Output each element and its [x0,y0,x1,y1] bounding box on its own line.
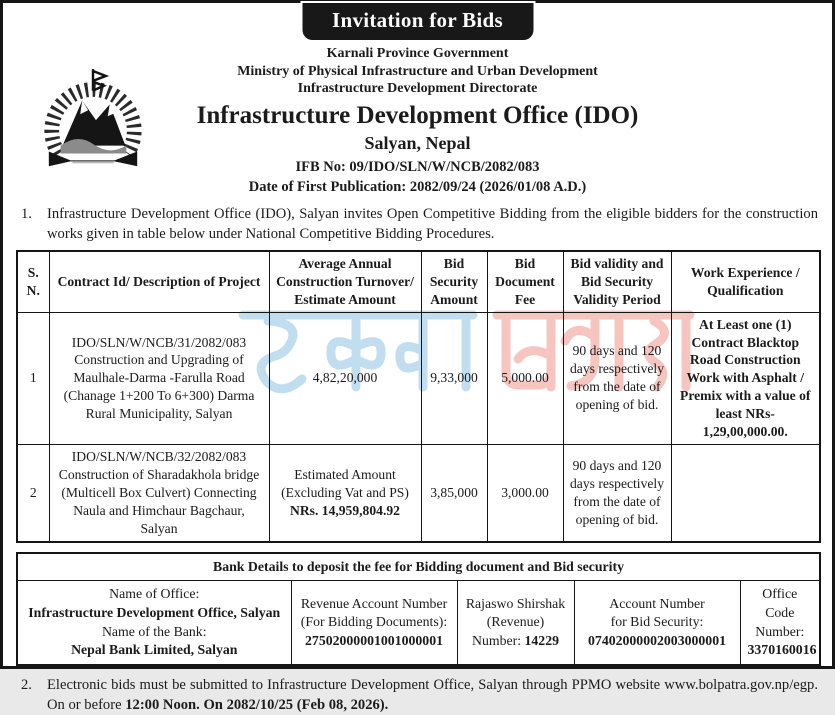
bank-values-row [17,581,820,665]
bank-label: Name of the Bank: [101,623,207,639]
col-contract: Contract Id/ Description of Project [49,251,269,312]
bid-security-account-label2: for Bid Security: [610,614,704,630]
directorate-line: Infrastructure Development Directorate [297,81,538,96]
bid-items-table [16,250,821,543]
row1-validity: 90 days and 120 days respectively from the date of opening of bid. [563,312,671,445]
rajaswo-label1: Rajaswo Shirshak [465,595,566,611]
office-location: Salyan, Nepal [364,132,471,153]
submission-paragraph [17,675,818,715]
bank-details-table [16,552,821,666]
office-code-label2: Number: [755,623,805,639]
ifb-number: IFB No: 09/IDO/SLN/W/NCB/2082/083 [295,159,540,176]
ministry-line: Ministry of Physical Infrastructure and Urban Development [237,63,598,79]
row2-turnover-line2: (Excluding Vat and PS) [281,485,409,500]
row2-doc-fee: 3,000.00 [487,445,563,542]
col-bid-security: Bid Security Amount [421,251,487,312]
row2-turnover-amount: NRs. 14,959,804.92 [290,502,400,518]
footer-deadline: 12:00 Noon. On 2082/10/25 (Feb 08, 2026). [125,697,389,714]
office-code-label1: Office Code [762,586,798,621]
revenue-account-number: 27502000001001000001 [305,633,443,648]
rajaswo-label2: (Revenue) [486,614,545,630]
bank-name: Nepal Bank Limited, Salyan [71,642,238,658]
row2-experience [671,445,820,542]
table-header-row [17,251,820,312]
table-row [17,445,820,542]
row2-description: IDO/SLN/W/NCB/32/2082/083 Construction of Sharadakhola bridge (Multicell Box Culvert) Connecting Naula and Himchaur Bagchaur, Salyan [49,445,269,542]
bank-table-title: Bank Details to deposit the fee for Bidding document and Bid security [17,553,820,581]
office-code-number: 3370160016 [747,642,817,658]
col-validity: Bid validity and Bid Security Validity Period [563,251,671,312]
revenue-account-cell [291,581,457,665]
row1-doc-fee: 5,000.00 [487,312,563,445]
col-doc-fee: Bid Document Fee [487,251,563,312]
publication-date: Date of First Publication: 2082/09/24 (2026/01/08 A.D.) [248,179,587,196]
bank-title-row [17,553,820,581]
row2-validity: 90 days and 120 days respectively from the date of opening of bid. [563,445,671,542]
row1-experience: At Least one (1) Contract Blacktop Road Construction Work with Asphalt / Premix with a value of least NRs-1,29,00,000.00. [671,312,820,445]
row2-bid-security: 3,85,000 [421,445,487,542]
footer-number: 2. [21,676,32,693]
table-row [17,312,820,445]
office-label: Name of Office: [109,586,200,602]
rajaswo-number-label: Number: [472,633,525,648]
intro-text: Infrastructure Development Office (IDO), Salyan invites Open Competitive Bidding from the eligible bidders for the construction works given in table below under National Competitive Bidding Procedures. [47,205,818,242]
office-name: Infrastructure Development Office, Salyan [28,605,281,621]
row1-turnover: 4,82,20,000 [269,312,421,445]
footer-text-regular: Electronic bids must be submitted to Infrastructure Development Office, Salyan through PPMO website www.bolpatra.gov.np/egp. On or before [47,676,818,714]
bid-security-account-number: 07402000002003000001 [588,633,726,648]
office-code-cell [740,581,820,665]
bank-office-cell [17,581,291,665]
row2-turnover [269,445,421,542]
revenue-account-label1: Revenue Account Number [300,595,448,611]
row1-sn: 1 [17,312,49,445]
rajaswo-number: 14229 [524,633,559,648]
revenue-account-label2: (For Bidding Documents): [300,614,448,630]
col-experience: Work Experience / Qualification [671,251,820,312]
government-line: Karnali Province Government [326,46,509,61]
row2-sn: 2 [17,445,49,542]
intro-number: 1. [21,205,32,222]
col-sn: S. N. [17,251,49,312]
row1-description: IDO/SLN/W/NCB/31/2082/083 Construction and Upgrading of Maulhale-Darma -Farulla Road (Chanage 1+200 To 6+300) Darma Rural Municipality, Salyan [49,312,269,445]
row2-turnover-line1: Estimated Amount [294,467,396,483]
invitation-banner: Invitation for Bids [302,3,533,40]
office-title: Infrastructure Development Office (IDO) [196,101,639,129]
intro-paragraph [17,204,818,244]
footer-text [47,675,818,715]
col-turnover: Average Annual Construction Turnover/ Estimate Amount [269,251,421,312]
rajaswo-cell [457,581,574,665]
bid-security-account-cell [574,581,740,665]
rajaswo-number-line [465,632,567,651]
row1-bid-security: 9,33,000 [421,312,487,445]
bid-security-account-label1: Account Number [609,595,705,611]
